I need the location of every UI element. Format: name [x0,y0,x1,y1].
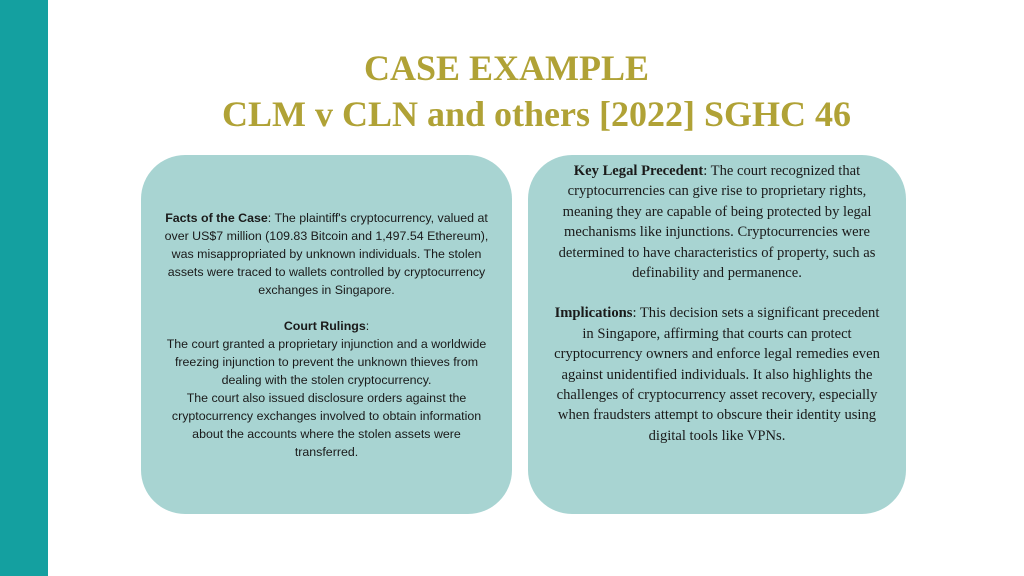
precedent-text: : The court recognized that cryptocurrencies can give rise to proprietary rights, meaning they are capable of being protected by legal mechanisms like injunctions. Cryptocurrencies were determined to have characteristics of property, such as definability and permanence. [558,163,876,282]
precedent-heading: Key Legal Precedent [573,163,704,179]
implications-paragraph [548,303,886,446]
implications-text: : This decision sets a significant precedent in Singapore, affirming that courts can protect cryptocurrency owners and enforce legal remedies even against unidentified individuals. It also highlights the challenges of cryptocurrency asset recovery, especially when fraudsters attempt to obscure their identity using digital tools like VPNs. [554,305,880,444]
facts-text: : The plaintiff's cryptocurrency, valued at over US$7 million (109.83 Bitcoin and 1,497.54 Ethereum), was misappropriated by unknown individuals. The stolen assets were traced to wallets controlled by cryptocurrency exchanges in Singapore. [164,210,489,297]
facts-heading: Facts of the Case [165,210,268,225]
ruling-2: The court also issued disclosure orders against the cryptocurrency exchanges involved to obtain information about the accounts where the stolen assets were transferred. [171,390,482,459]
precedent-paragraph [548,161,886,283]
side-accent-bar [0,0,48,576]
rulings-heading: Court Rulings [283,318,366,333]
facts-paragraph [159,209,494,299]
rulings-heading-line [159,317,494,335]
slide-title: CASE EXAMPLE [364,48,650,88]
implications-heading: Implications [554,305,633,322]
rulings-colon: : [365,318,370,333]
precedent-card [528,155,906,514]
slide-subtitle: CLM v CLN and others [2022] SGHC 46 [222,94,852,134]
ruling-1: The court granted a proprietary injunction and a worldwide freezing injunction to prevent the unknown thieves from dealing with the stolen cryptocurrency. [166,336,487,387]
facts-card [141,155,512,514]
